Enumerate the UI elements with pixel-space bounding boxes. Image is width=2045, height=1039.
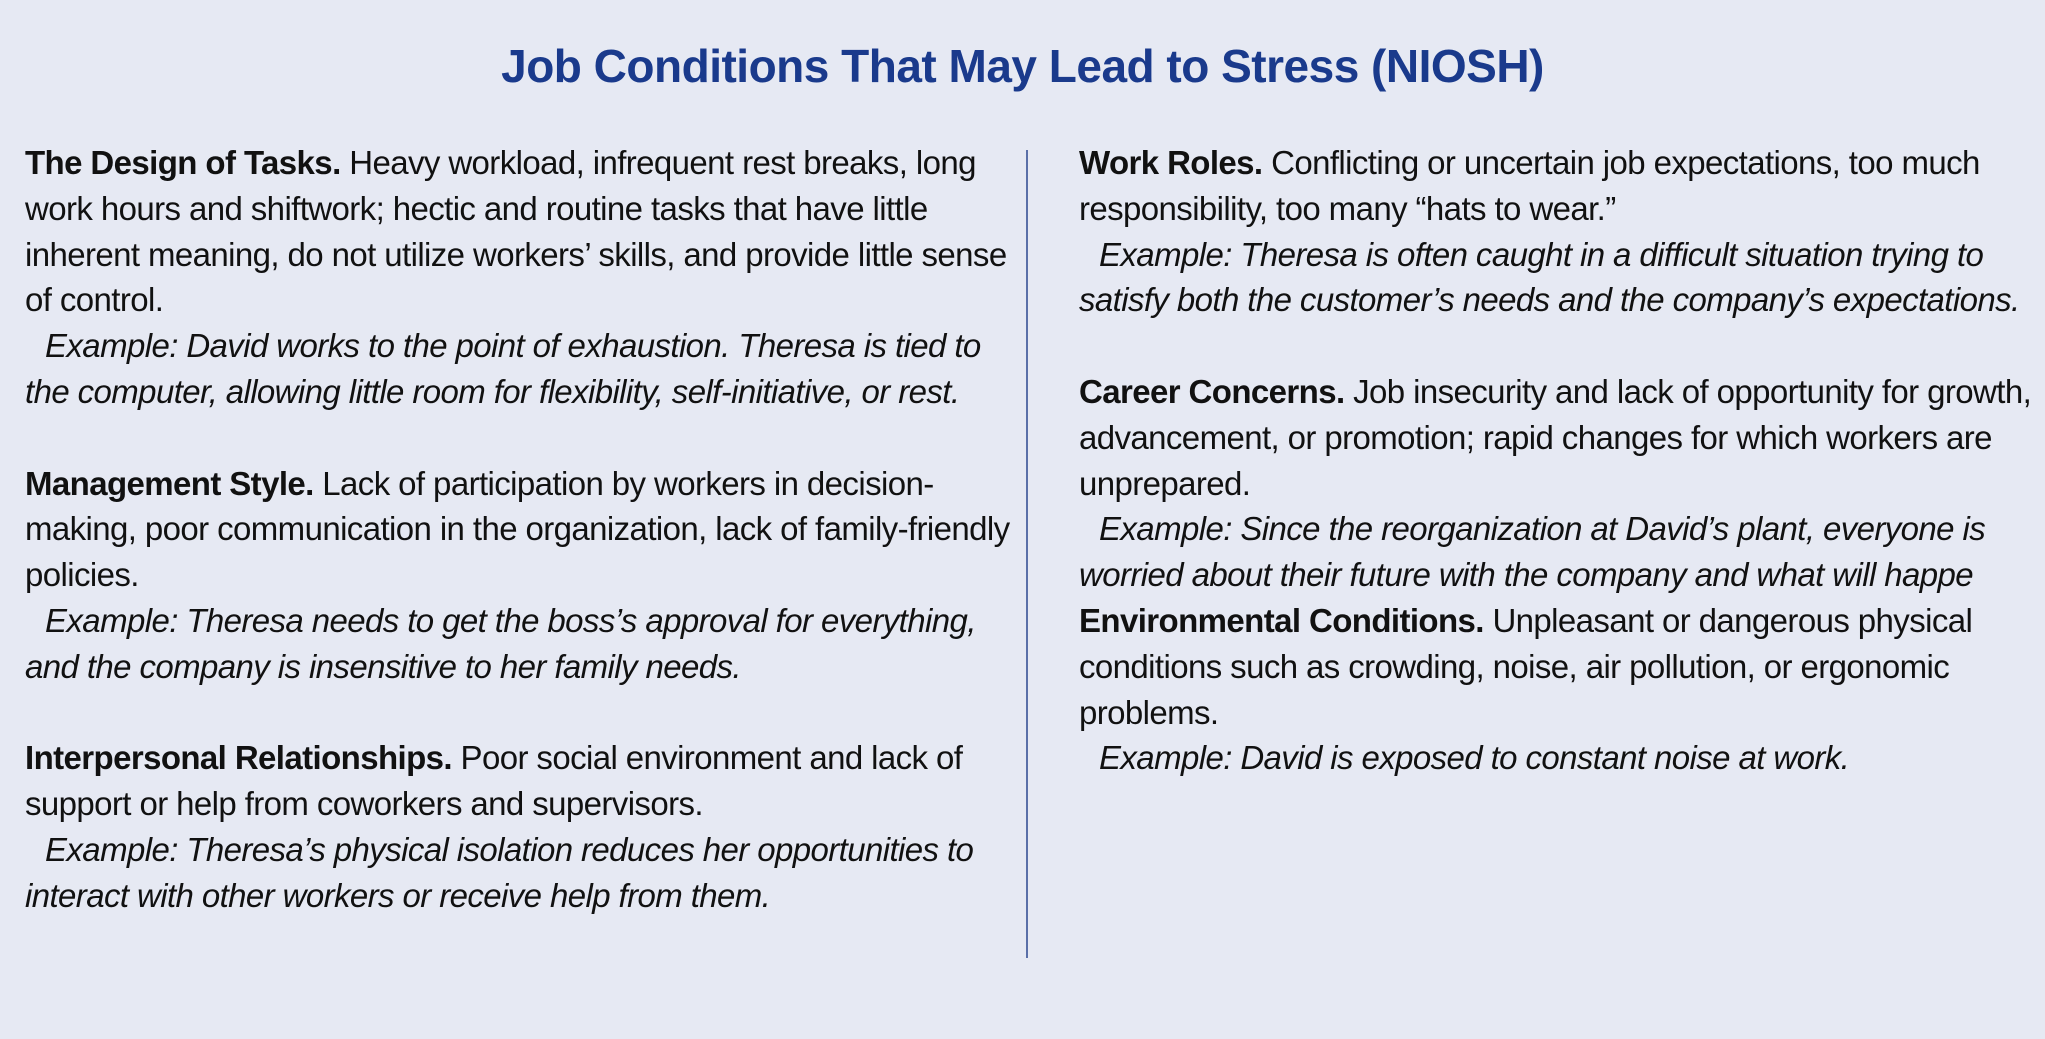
section-body: Poor social environment and lack of support or help from coworkers and supervisors. (25, 739, 963, 823)
section-body: Heavy workload, infrequent rest breaks, long work hours and shiftwork; hectic and routine tasks that have little inherent meaning, do not utilize workers’ skills, and provide little sense of control. (25, 144, 1007, 319)
section-example: Example: Since the reorganization at David’s plant, everyone is worried about their future with the company and what will happe (1079, 510, 1986, 594)
section-heading: Work Roles. (1079, 144, 1263, 181)
section-example: Example: Theresa’s physical isolation reduces her opportunities to interact with other workers or receive help from them. (25, 830, 974, 914)
section-design-of-tasks (25, 140, 1020, 415)
section-example: Example: Theresa needs to get the boss’s approval for everything, and the company is insensitive to her family needs. (25, 601, 976, 685)
section-example: Example: David is exposed to constant noise at work. (1099, 739, 1850, 777)
column-divider (1026, 150, 1028, 958)
section-body: Lack of participation by workers in decision-making, poor communication in the organization, lack of family-friendly policies. (25, 464, 1010, 594)
section-heading: Management Style. (25, 464, 314, 502)
section-body: Conflicting or uncertain job expectations, too much responsibility, too many “hats to wear.” (1079, 144, 1980, 227)
section-environmental-conditions (1079, 598, 2039, 781)
section-body: Unpleasant or dangerous physical conditions such as crowding, noise, air pollution, or ergonomic problems. (1079, 601, 1973, 731)
section-heading: Environmental Conditions. (1079, 601, 1484, 639)
left-column (25, 140, 1020, 919)
section-management-style (25, 461, 1020, 690)
section-heading: Interpersonal Relationships. (25, 739, 452, 777)
right-column (1079, 140, 2039, 781)
section-heading: The Design of Tasks. (25, 144, 341, 181)
section-body: Job insecurity and lack of opportunity for growth, advancement, or promotion; rapid changes for which workers are unprepared. (1079, 372, 2032, 502)
page-title: Job Conditions That May Lead to Stress (NIOSH) (501, 40, 1544, 92)
section-heading: Career Concerns. (1079, 372, 1345, 410)
section-example: Example: Theresa is often caught in a difficult situation trying to satisfy both the customer’s needs and the company’s expectations. (1079, 235, 2020, 319)
section-example: Example: David works to the point of exhaustion. Theresa is tied to the computer, allowing little room for flexibility, self-initiative, or rest. (25, 327, 981, 410)
section-career-concerns (1079, 369, 2039, 598)
section-interpersonal-relationships (25, 735, 1020, 918)
section-work-roles (1079, 140, 2039, 323)
